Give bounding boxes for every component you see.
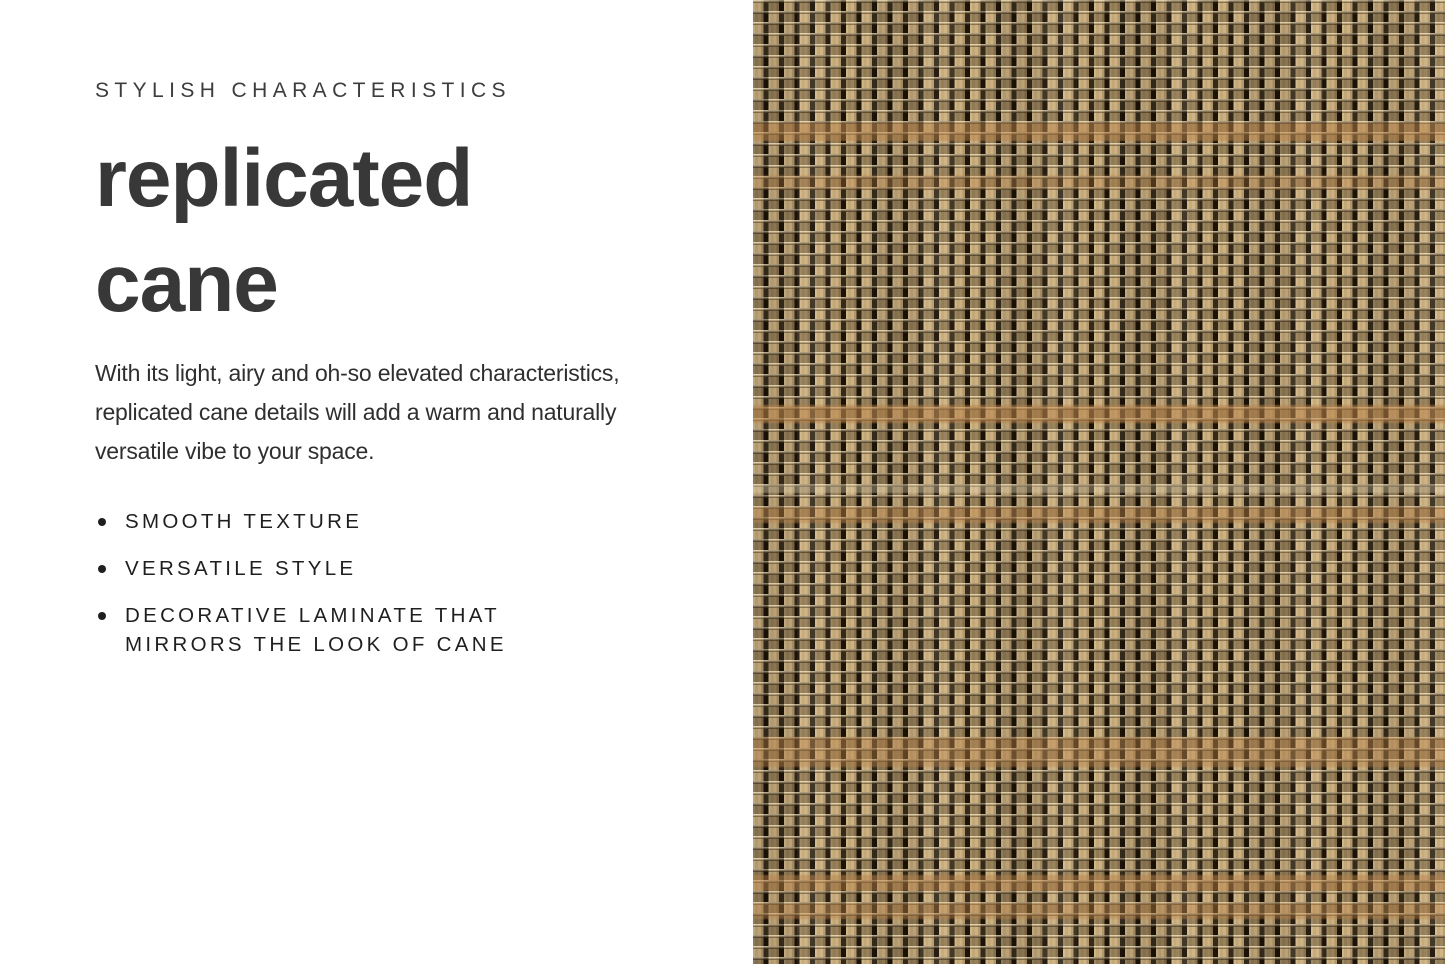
- feature-list: [95, 507, 575, 659]
- bullet-icon: [98, 518, 106, 526]
- feature-item-label: DECORATIVE LAMINATE THAT MIRRORS THE LOOK OF CANE: [125, 604, 507, 656]
- description-paragraph: With its light, airy and oh-so elevated characteristics, replicated cane details will add a warm and naturally versatile vibe to your space.: [95, 360, 620, 464]
- feature-item-label: VERSATILE STYLE: [125, 557, 357, 580]
- bullet-icon: [98, 565, 106, 573]
- eyebrow-heading: STYLISH CHARACTERISTICS: [95, 79, 511, 102]
- cane-texture-image: [753, 0, 1445, 964]
- bullet-icon: [98, 612, 106, 620]
- feature-item: [95, 601, 575, 659]
- feature-item: [95, 507, 575, 536]
- feature-item: [95, 554, 575, 583]
- page-title: replicated cane: [95, 133, 473, 329]
- content-panel: [95, 80, 715, 659]
- feature-item-label: SMOOTH TEXTURE: [125, 510, 363, 533]
